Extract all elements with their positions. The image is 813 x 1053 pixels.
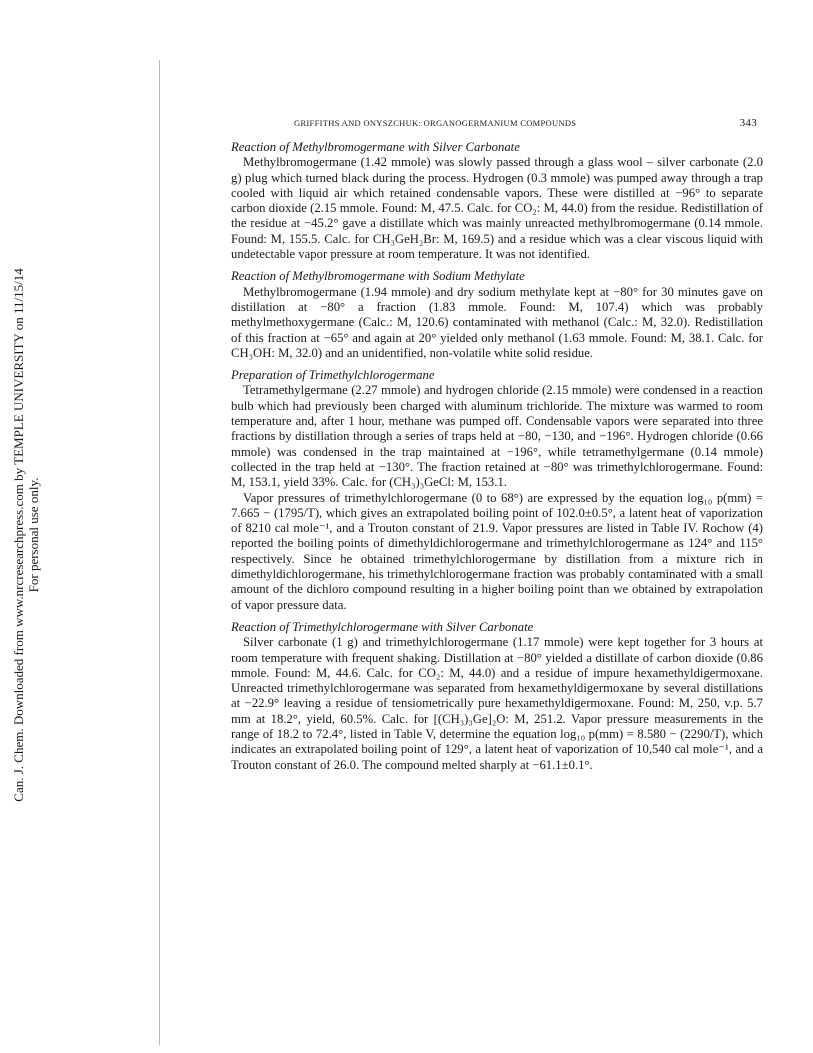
section-heading: Preparation of Trimethylchlorogermane [231,368,435,383]
section-heading: Reaction of Methylbromogermane with Silver Carbonate [231,140,520,154]
personal-use-line: For personal use only. [26,477,41,593]
section-trimethylchlorogermane-silver-carbonate [231,620,763,773]
section-heading: Reaction of Methylbromogermane with Sodium Methylate [231,269,525,284]
paragraph: Silver carbonate (1 g) and trimethylchlorogermane (1.17 mmole) were kept together for 3 hours at room temperature with frequent shaking. Distillation at −80° yielded a distillate of carbon dioxide (0.86 mmole. Found: M, 44.6. Calc. for CO₂: M, 44.0) and a residue of impure hexamethyldigermoxane. Unreacted trimethylchlorogermane was separated from hexamethyldigermoxane by several distillations at −22.9° leaving a residue of tensiometrically pure hexamethyldigermoxane. Found: M, 250, v.p. 5.7 mm at 18.2°, yield, 60.5%. Calc. for [(CH₃)₃Ge]₂O: M, 251.2. Vapor pressure measurements in the range of 18.2 to 72.4°, listed in Table V, determine the equation log₁₀ p(mm) = 8.580 − (2290/T), which indicates an extrapolated boiling point of 129°, a latent heat of vaporization of 10,540 cal mole⁻¹, and a Trouton constant of 26.0. The compound melted sharply at −61.1±0.1°. [231,635,763,772]
section-trimethylchlorogermane-preparation [231,368,763,613]
paragraph: Methylbromogermane (1.94 mmole) and dry sodium methylate kept at −80° for 30 minutes gave on distillation at −80° a fraction (1.83 mmole. Found: M, 107.4) which was probably methylmethoxygermane (Calc.: M, 120.6) contaminated with methanol (Calc.: M, 32.0). Redistillation of this fraction at −65° and again at 20° yielded only methanol (1.63 mmole. Found: M, 38.1. Calc. for CH₃OH: M, 32.0) and an unidentified, non-volatile white solid residue. [231,284,763,360]
scan-margin-rule [159,60,160,1045]
page-number: 343 [739,117,757,129]
download-notice-line: Can. J. Chem. Downloaded from www.nrcresearchpress.com by TEMPLE UNIVERSITY on 11/15/14 [11,268,26,802]
article-body [231,140,763,780]
paragraph: Tetramethylgermane (2.27 mmole) and hydrogen chloride (2.15 mmole) were condensed in a reaction bulb which had previously been charged with aluminum trichloride. The mixture was warmed to room temperature and, after 1 hour, methane was pumped off. Condensable vapors were separated into three fractions by distillation through a series of traps held at −80, −130, and −196°. Hydrogen chloride (0.66 mmole) was condensed in the trap maintained at −196°, while tetramethylgermane (0.14 mmole) collected in the trap held at −130°. The fraction retained at −80° was trimethylchlorogermane. Found: M, 153.1, yield 33%. Calc. for (CH₃)₃GeCl: M, 153.1. [231,383,763,490]
paragraph: Methylbromogermane (1.42 mmole) was slowly passed through a glass wool – silver carbonate (2.0 g) plug which turned black during the process. Hydrogen (0.3 mmole) was pumped away through a trap cooled with liquid air which retained condensable vapors. These were distilled at −96° to separate carbon dioxide (2.15 mmole. Found: M, 47.5. Calc. for CO₂: M, 44.0) from the residue. Redistillation of the residue at −45.2° gave a distillate which was mainly unreacted methylbromogermane (0.14 mmole. Found: M, 155.5. Calc. for CH₃GeH₂Br: M, 169.5) and a residue which was a clear viscous liquid with undetectable vapor pressure at room temperature. It was not identified. [231,155,763,262]
running-head [225,117,757,131]
paragraph: Vapor pressures of trimethylchlorogermane (0 to 68°) are expressed by the equation log₁₀ p(mm) = 7.665 − (1795/T), which gives an extrapolated boiling point of 102.0±0.5°, a latent heat of vaporization of 8210 cal mole⁻¹, and a Trouton constant of 21.9. Vapor pressures are listed in Table IV. Rochow (4) reported the boiling points of dimethyldichlorogermane and trimethylchlorogermane as 124° and 115° respectively. Since he obtained trimethylchlorogermane by distillation from a mixture rich in dimethyldichlorogermane, his trimethylchlorogermane fraction was probably contaminated with a small amount of the dichloro compound resulting in a higher boiling point than we obtained by extrapolation of vapor pressure data. [231,490,763,612]
section-heading: Reaction of Trimethylchlorogermane with Silver Carbonate [231,619,534,634]
section-methylbromogermane-sodium-methylate [231,269,763,361]
section-methylbromogermane-silver-carbonate [231,140,763,262]
running-head-title: GRIFFITHS AND ONYSZCHUK: ORGANOGERMANIUM COMPOUNDS [294,118,577,128]
